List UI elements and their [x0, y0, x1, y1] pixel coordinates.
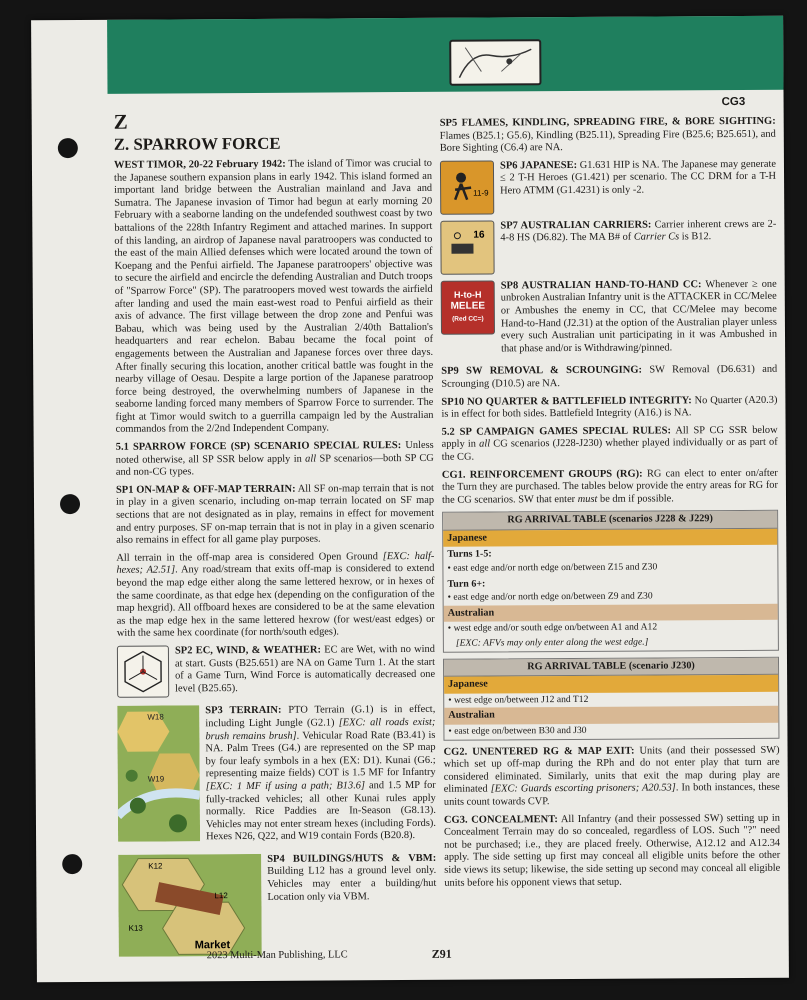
rulebook-page	[31, 16, 789, 983]
turn-label: Turn 6+:	[447, 578, 486, 590]
rule-sp7: SP7 AUSTRALIAN CARRIERS: Carrier inherent crews are 2-4-8 HS (D6.82). The MA B# of Carrier Cs is B12.	[500, 218, 777, 244]
table-title: RG ARRIVAL TABLE (scenarios J228 & J229)	[443, 511, 777, 531]
section-letter: Z	[113, 109, 128, 134]
australian-row: Australian	[444, 604, 778, 623]
rule-sp1-para2: All terrain in the off-map area is considered Open Ground [EXC: half-hexes; A2.51]. Any road/stream that exits off-map is considered to extend beyond the map edge either along the same lettered hexrow, or in hexes of the same coordinate, as that edge hex (depending on the configuration of the map hexgrid). All offboard hexes are considered to be at the same elevation as the map edge hex in the same lettered hexrow (for west/east edges) or with the same hex coordinate (for north/south edges).	[116, 550, 435, 640]
rule-sp4: SP4 BUILDINGS/HUTS & VBM: Building L12 has a ground level only. Vehicles may enter a building/hut Location only via VBM.	[267, 852, 437, 903]
rule-cg1: CG1. REINFORCEMENT GROUPS (RG): RG can elect to enter on/after the Turn they are purchased. The tables below provide the entry areas for RG for the CG scenarios. SW that enter must be dm if possible.	[441, 467, 778, 506]
carrier-counter-icon	[440, 220, 494, 274]
building-map-icon	[118, 854, 262, 957]
australian-row: Australian	[444, 706, 778, 725]
rule-sp2: SP2 EC, WIND, & WEATHER: EC are Wet, with no wind at start. Gusts (B25.651) are NA on Game Turn 1. At the start of a Game Turn, Wind Force is automatically decreased one level (B25.65).	[174, 643, 436, 695]
left-column	[114, 108, 437, 957]
rule-sp3: SP3 TERRAIN: PTO Terrain (G.1) is in effect, including Light Jungle (G2.1) [EXC: all roads exist; brush remains brush]. Vehicular Road Rate (B3.41) is NA. Palm Trees (G4.) are represented on the SP map by four leafy symbols in a hex (EX: D1). Kunai (G6.; representing maize fields) COT is 1.5 MF for Infantry [EXC: 1 MF if using a path; B13.6] and 1.5 MP for fully-tracked vehicles; all other Kunai rules apply normally. Rice Paddies are In-Season (G8.13). Vehicles may not enter stream hexes (including Fords). Hexes N26, Q22, and W19 contain Fords (B20.8).	[205, 704, 437, 843]
rule-sp7-block	[440, 219, 776, 275]
entry-line: • east edge on/between B30 and J30	[448, 724, 587, 737]
svg-text:W18: W18	[147, 712, 164, 722]
rule-sp1: SP1 ON-MAP & OFF-MAP TERRAIN: All SF on-map terrain that is not in play in a given scenario, including on-map terrain located on SF map sections that are not designated as in play, remains in effect for movement and entry purposes. SF on-map terrain that is not in play in a given scenario also remains in effect for all game play purposes.	[115, 482, 435, 547]
binder-hole	[62, 854, 82, 874]
publisher-credit: 2023 Multi-Man Publishing, LLC	[206, 949, 348, 962]
wind-direction-hex-icon	[117, 645, 169, 697]
japanese-row: Japanese	[444, 675, 778, 694]
entry-line: • east edge and/or north edge on/between Z9 and Z30	[447, 590, 653, 604]
rule-cg2: CG2. UNENTERED RG & MAP EXIT: Units (and their possessed SW) which set up off-map during the RPh and do not enter play that turn are considered eliminated. Similarly, units that exit the map during play are eliminated [EXC: Guards escorting prisoners; A20.53]. In both instances, these units count towards CVP.	[443, 744, 780, 808]
rule-5-1: 5.1 SPARROW FORCE (SP) SCENARIO SPECIAL RULES: Unless noted otherwise, all SP SSR below apply in all SP scenarios—both SP CG and non-CG types.	[115, 439, 434, 479]
entry-line: • west edge and/or south edge on/between A1 and A12	[447, 621, 658, 635]
svg-text:K13: K13	[128, 923, 143, 933]
svg-text:16: 16	[473, 229, 485, 241]
rule-cg3: CG3. CONCEALMENT: All Infantry (and their possessed SW) setting up in Concealment Terrain may do so concealed, regardless of LOS. Such "?" need not be purchased; i.e., they are placed freely. Otherwise, A12.12 and A12.34 apply. The side setting up first may conceal all eligible units before the other side views its setup; likewise, the side setting up second may conceal all eligible units before his opponent views that setup.	[443, 812, 781, 889]
header-band	[107, 16, 783, 94]
rule-sp9: SP9 SW REMOVAL & SCROUNGING: SW Removal (D6.631) and Scrounging (D10.5) are NA.	[441, 364, 778, 390]
rule-sp3-block	[117, 704, 436, 849]
map-thumbnail-icon	[449, 39, 541, 86]
terrain-map-icon	[117, 706, 200, 842]
svg-text:K12: K12	[148, 861, 163, 871]
rule-sp4-block	[118, 853, 437, 957]
table-title: RG ARRIVAL TABLE (scenario J230)	[444, 657, 778, 677]
japanese-hero-counter-icon	[440, 160, 494, 214]
page-number: Z91	[431, 946, 452, 961]
entry-exception: [EXC: AFVs may only enter along the west edge.]	[455, 636, 649, 649]
rule-sp6-block	[440, 159, 776, 215]
binder-hole	[58, 138, 78, 158]
entry-line: • east edge and/or north edge on/between Z15 and Z30	[447, 561, 658, 574]
turn-label: Turns 1-5:	[447, 548, 492, 561]
japanese-row: Japanese	[443, 529, 777, 548]
rg-arrival-table-2	[443, 656, 779, 740]
rule-sp8-block	[441, 279, 777, 362]
rule-sp6: SP6 JAPANESE: G1.631 HIP is NA. The Japanese may generate ≤ 2 T-H Heroes (G1.421) per scenario. The CC DRM for a T-H Hero ATMM (G1.4231) is only -2.	[499, 158, 777, 197]
rule-sp10: SP10 NO QUARTER & BATTLEFIELD INTEGRITY: No Quarter (A20.3) is in effect for both sides. Battlefield Integrity (A16.) is NA.	[441, 394, 778, 420]
hand-to-hand-counter-icon: H-to-H MELEE (Red CC=)	[441, 280, 495, 334]
svg-text:W19: W19	[147, 774, 165, 784]
rule-sp5: SP5 FLAMES, KINDLING, SPREADING FIRE, & BORE SIGHTING: Flames (B25.1; G5.6), Kindling (B25.11), Spreading Fire (B25.6; B25.651), and Bore Sighting (C6.4) are NA.	[439, 115, 776, 154]
intro-paragraph: WEST TIMOR, 20-22 February 1942: The island of Timor was crucial to the Japanese southern expansion plans in early 1942. This island formed an important land bridge between the Australian mainland and Java and Sumatra. The Japanese invasion of Timor had begun at early morning 20 February with a seaborne landing on the undefended southwest coast by two battalions of the 228th Infantry Regiment and attached marines. In support of this landing, an airdrop of Japanese naval paratroopers was conducted to the east of the main Allied defenses which were located around the town of Koepang and the Penfui airfield. The Japanese paratroopers' objective was to secure the airfield and encircle the defending Australian and Dutch troops of "Sparrow Force" (SP). The paratroopers moved west towards the airfield after landing and used the main east-west road to Penfui airfield as their axis of advance. The first village between the drop zone and Penfui was Babau, which was being used by the Australian 2/40th Battalion's headquarters and rear echelon. Babau became the focal point of engagements between the Australian and Japanese forces over three days. After finally securing this location, another critical battle was fought in the nearby village of Oesau. Despite a large portion of the Japanese paratroop force being destroyed, the overwhelming numbers of Japanese in the seaborne landing forced many members of Sparrow Force to surrender. The fight at Timor would switch to a guerrilla campaign led by the Australian commandos from the 2/2nd Independent Company.	[113, 157, 434, 436]
rule-5-2: 5.2 SP CAMPAIGN GAMES SPECIAL RULES: All SP CG SSR below apply in all CG scenarios (J228-J230) whether played individually or as part of the CG.	[441, 424, 778, 463]
svg-text:11-9: 11-9	[473, 188, 489, 198]
chapter-tag: CG3	[721, 95, 746, 109]
rg-arrival-table-1	[442, 510, 779, 652]
entry-line: • west edge on/between J12 and T12	[448, 693, 589, 706]
svg-text:Market: Market	[194, 938, 231, 952]
rule-sp8-start: SP8 AUSTRALIAN HAND-TO-HAND CC: Whenever ≥ one unbroken Australian Infantry unit is the ATTACKER in CC/Melee or Ambushes the enemy in CC, that CC/Melee may become Hand-to-Hand (J2.31) at the option of the Australian player unless every such Australian unit participating in it was Ambushed in that phase and/or is Withdrawing/pinned.	[500, 278, 778, 355]
section-title: Z. SPARROW FORCE	[113, 133, 281, 154]
right-column	[440, 116, 781, 895]
svg-text:L12: L12	[214, 890, 228, 901]
rule-sp2-block	[117, 644, 435, 701]
binder-hole	[60, 494, 80, 514]
